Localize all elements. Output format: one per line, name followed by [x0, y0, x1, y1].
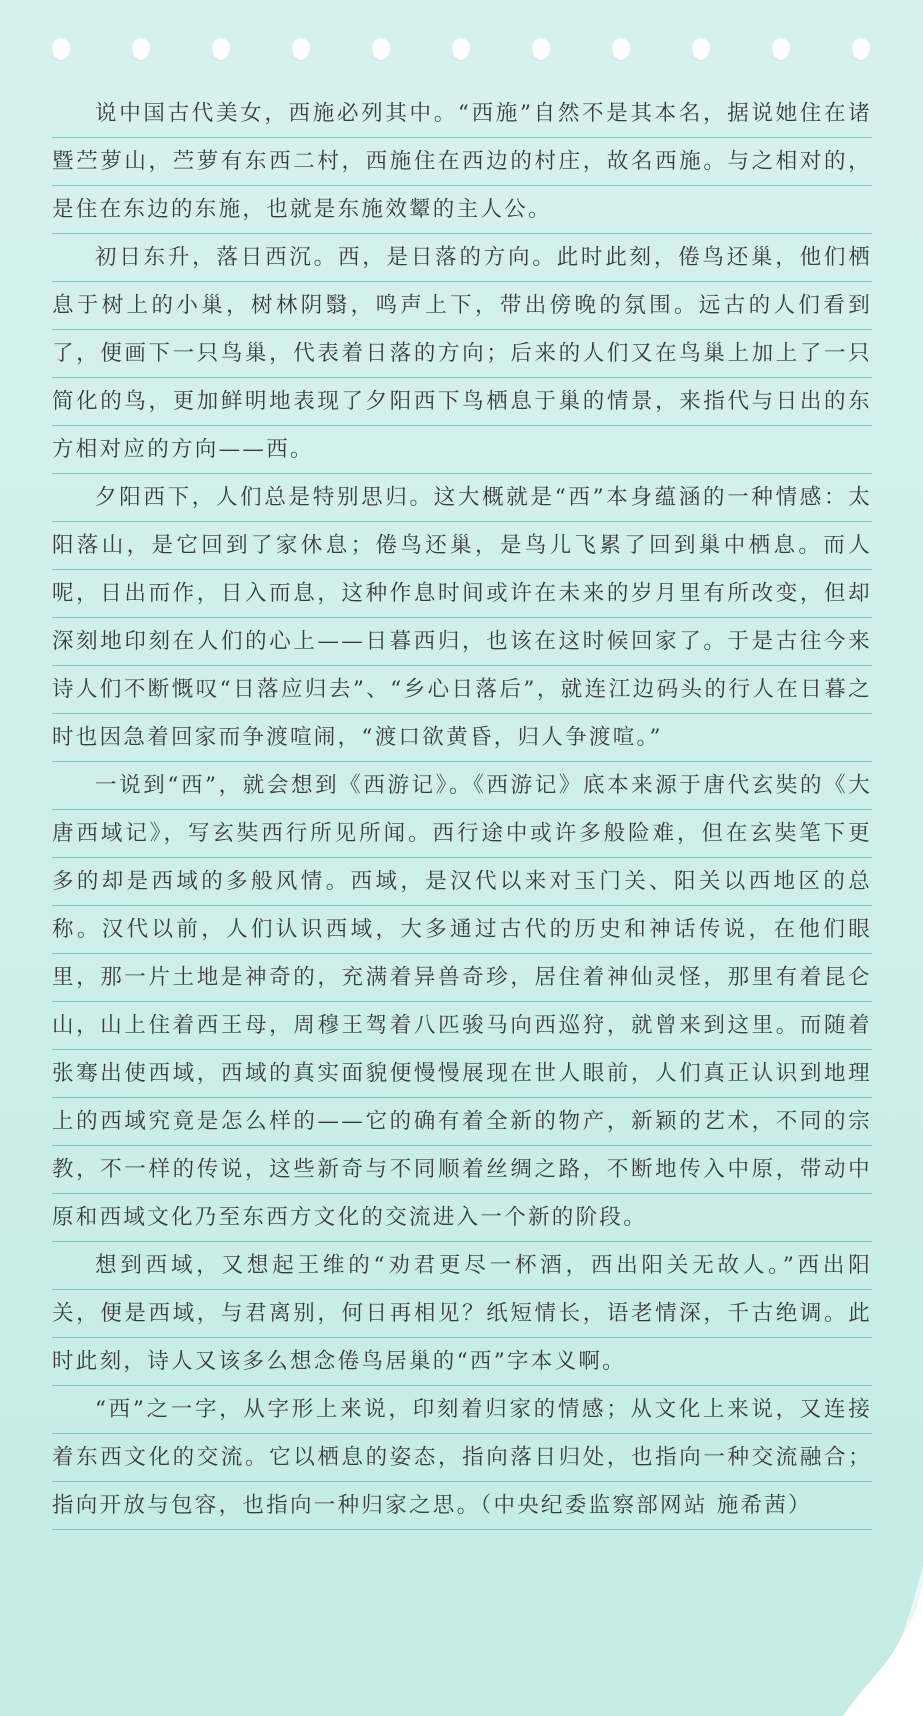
- article-body: [52, 90, 872, 1530]
- paragraph-conclusion: “西”之一字，从字形上来说，印刻着归家的情感；从文化上来说，又连接着东西文化的交流。它以栖息的姿态，指向落日归处，也指向一种交流融合；指向开放与包容，也指向一种归家之思。（中央纪委监察部网站 施希茜）: [52, 1397, 872, 1518]
- paragraph-journey-west: 一说到“西”，就会想到《西游记》。《西游记》底本来源于唐代玄奘的《大唐西域记》，写玄奘西行所见所闻。西行途中或许多般险难，但在玄奘笔下更多的却是西域的多般风情。西域，是汉代以来对玉门关、阳关以西地区的总称。汉代以前，人们认识西域，大多通过古代的历史和神话传说，在他们眼里，那一片土地是神奇的，充满着异兽奇珍，居住着神仙灵怪，那里有着昆仑山，山上住着西王母，周穆王驾着八匹骏马向西巡狩，就曾来到这里。而随着张骞出使西域，西域的真实面貌便慢慢展现在世人眼前，人们真正认识到地理上的西域究竟是怎么样的——它的确有着全新的物产，新颖的艺术，不同的宗教，不一样的传说，这些新奇与不同顺着丝绸之路，不断地传入中原，带动中原和西域文化乃至东西方文化的交流进入一个新的阶段。: [52, 773, 872, 1230]
- page-curl-corner: [723, 1566, 923, 1716]
- binder-hole: [52, 38, 70, 60]
- binder-hole: [772, 38, 790, 60]
- binder-hole: [692, 38, 710, 60]
- paragraph-xishi: 说中国古代美女，西施必列其中。“西施”自然不是其本名，据说她住在诸暨苎萝山，苎萝有东西二村，西施住在西边的村庄，故名西施。与之相对的，是住在东边的东施，也就是东施效颦的主人公。: [52, 101, 872, 222]
- binder-hole: [532, 38, 550, 60]
- binder-hole: [212, 38, 230, 60]
- paragraph-sunset-direction: 初日东升，落日西沉。西，是日落的方向。此时此刻，倦鸟还巢，他们栖息于树上的小巢，树林阴翳，鸣声上下，带出傍晚的氛围。远古的人们看到了，便画下一只鸟巢，代表着日落的方向；后来的人们又在鸟巢上加上了一只简化的鸟，更加鲜明地表现了夕阳西下鸟栖息于巢的情景，来指代与日出的东方相对应的方向——西。: [52, 245, 872, 462]
- binder-hole: [452, 38, 470, 60]
- binder-hole: [852, 38, 870, 60]
- binder-hole: [612, 38, 630, 60]
- binder-hole: [292, 38, 310, 60]
- paragraph-wang-wei: 想到西域，又想起王维的“劝君更尽一杯酒，西出阳关无故人。”西出阳关，便是西域，与君离别，何日再相见？纸短情长，语老情深，千古绝调。此时此刻，诗人又该多么想念倦鸟居巢的“西”字本义啊。: [52, 1253, 872, 1374]
- binder-hole: [372, 38, 390, 60]
- paragraph-homesick: 夕阳西下，人们总是特别思归。这大概就是“西”本身蕴涵的一种情感：太阳落山，是它回到了家休息；倦鸟还巢，是鸟儿飞累了回到巢中栖息。而人呢，日出而作，日入而息，这种作息时间或许在未来的岁月里有所改变，但却深刻地印刻在人们的心上——日暮西归，也该在这时候回家了。于是古往今来诗人们不断慨叹“日落应归去”、“乡心日落后”，就连江边码头的行人在日暮之时也因急着回家而争渡喧闹，“渡口欲黄昏，归人争渡喧。”: [52, 485, 872, 750]
- binder-hole: [132, 38, 150, 60]
- binder-holes: [52, 38, 872, 62]
